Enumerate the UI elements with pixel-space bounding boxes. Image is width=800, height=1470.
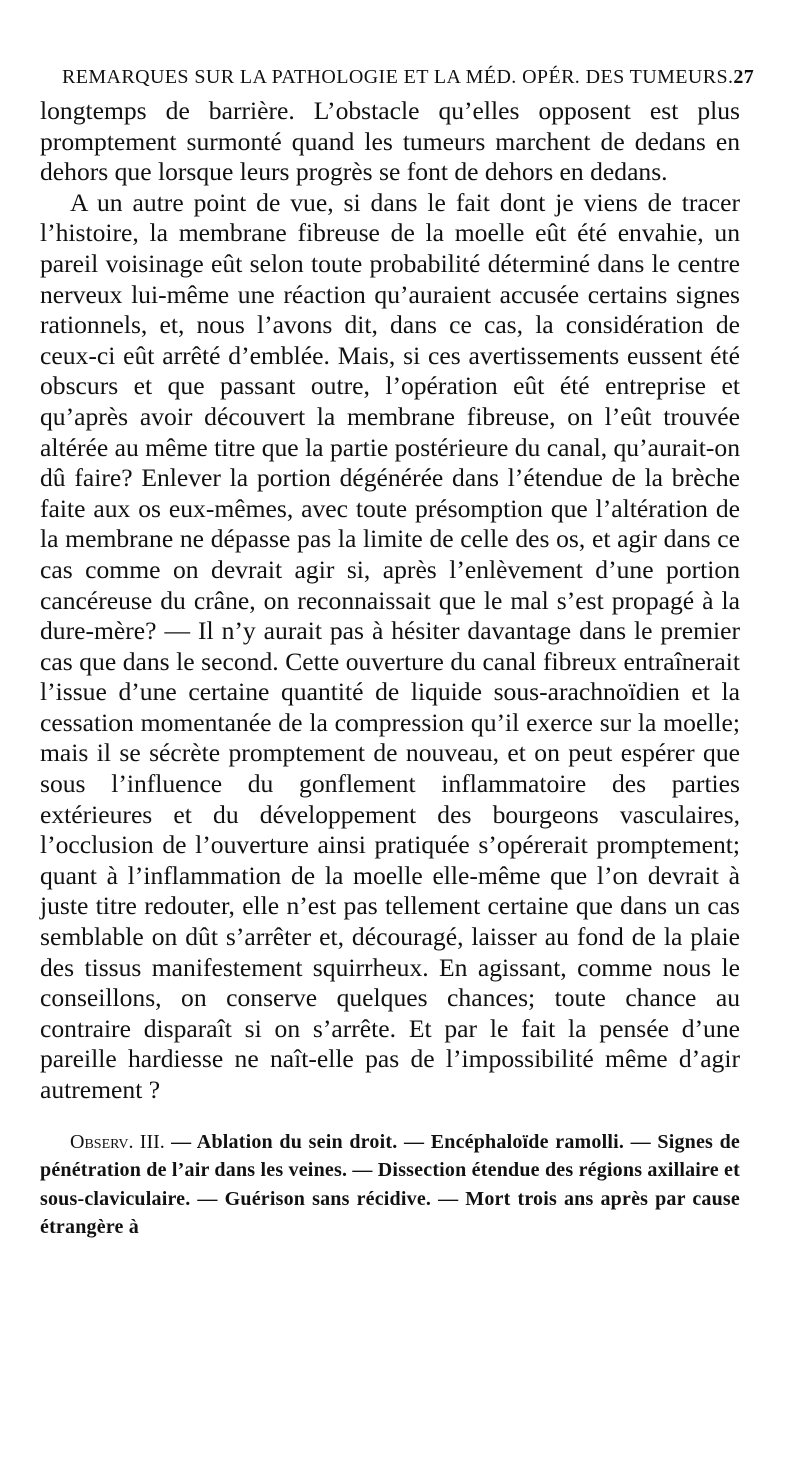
- body-text: [40, 96, 740, 1106]
- running-head: [62, 66, 755, 96]
- paragraph-main: A un autre point de vue, si dans le fait dont je viens de tracer l’histoire, la membrane fibreuse de la moelle eût été envahie, un pareil voisinage eût selon toute probabilité déterminé dans le centre nerveux lui-même une réaction qu’auraient accusée certains signes rationnels, et, nous l’avons dit, dans ce cas, la considération de ceux-ci eût arrêté d’emblée. Mais, si ces avertissements eussent été obscurs et que passant outre, l’opération eût été entreprise et qu’après avoir découvert la membrane fibreuse, on l’eût trouvée altérée au même titre que la partie postérieure du canal, qu’aurait-on dû faire? Enlever la portion dégénérée dans l’étendue de la brèche faite aux os eux-mêmes, avec toute présomption que l’altération de la membrane ne dépasse pas la limite de celle des os, et agir dans ce cas comme on devrait agir si, après l’enlèvement d’une portion cancéreuse du crâne, on reconnaissait que le mal s’est propagé à la dure-mère? — Il n’y aurait pas à hésiter davantage dans le premier cas que dans le second. Cette ouverture du canal fibreux entraînerait l’issue d’une certaine quantité de liquide sous-arachnoïdien et la cessation momentanée de la compression qu’il exerce sur la moelle; mais il se sécrète promptement de nouveau, et on peut espérer que sous l’influence du gonflement inflammatoire des parties extérieures et du développement des bourgeons vasculaires, l’occlusion de l’ouverture ainsi pratiquée s’opérerait promptement; quant à l’inflammation de la moelle elle-même que l’on devrait à juste titre redouter, elle n’est pas tellement certaine que dans un cas semblable on dût s’arrêter et, découragé, laisser au fond de la plaie des tissus manifestement squirrheux. En agissant, comme nous le conseillons, on conserve quelques chances; toute chance au contraire disparaît si on s’arrête. Et par le fait la pensée d’une pareille hardiesse ne naît-elle pas de l’impossibilité même d’agir autrement ?: [40, 187, 740, 1104]
- observation-summary: — Ablation du sein droit. — Encéphaloïde ramolli. — Signes de pénétration de l’air dans les veines. — Dissection étendue des régions axillaire et sous-claviculaire. — Guérison sans récidive. — Mort trois ans après par cause étrangère à: [40, 1130, 740, 1239]
- running-title: REMARQUES SUR LA PATHOLOGIE ET LA MÉD. OPÉR. DES TUMEURS.: [62, 66, 734, 88]
- observation-heading: [40, 1128, 740, 1242]
- observation-label: Observ. III.: [70, 1130, 165, 1153]
- paragraph-continuation: longtemps de barrière. L’obstacle qu’elles opposent est plus promptement surmonté quand les tumeurs marchent de dedans en dehors que lorsque leurs progrès se font de dehors en dedans.: [40, 96, 740, 187]
- page-number: 27: [733, 66, 755, 88]
- book-page: [40, 66, 755, 1242]
